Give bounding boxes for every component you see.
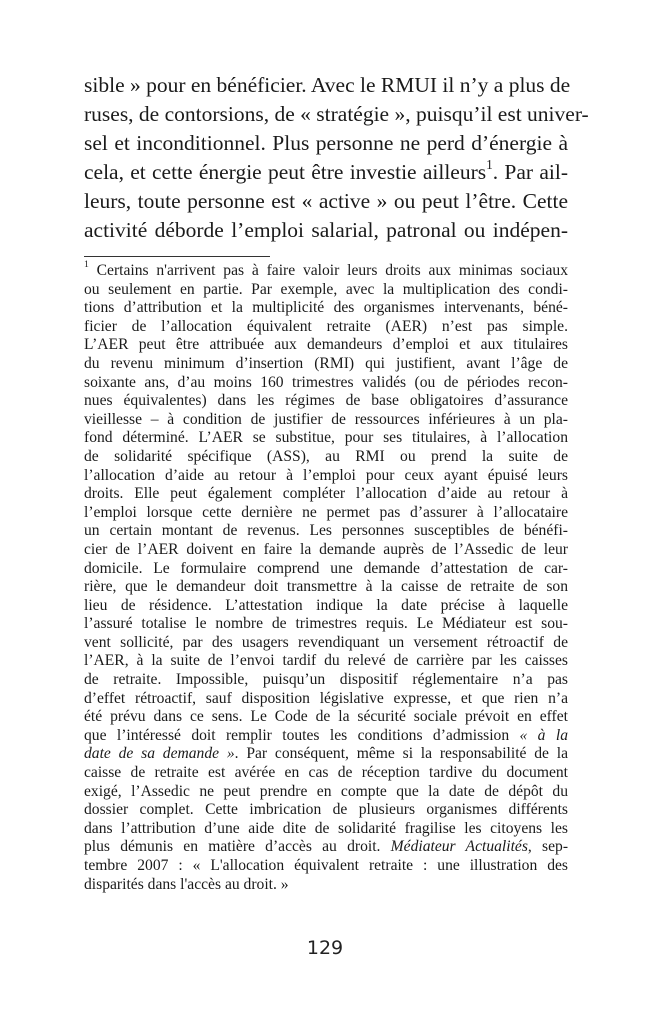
footnote-line: ficier de l’allocation équivalent retraite (AER) n’est pas simple. <box>84 317 568 335</box>
footnote-line: plus démunis en matière d’accès au droit. Médiateur Actualités, sep- <box>84 838 569 856</box>
body-paragraph <box>84 71 589 245</box>
footnote-line: du revenu minimum d’insertion (RMI) qui justifient, avant l’âge de <box>84 354 568 372</box>
body-line: activité déborde l’emploi salarial, patronal ou indépen- <box>84 218 568 242</box>
footnote-reference[interactable]: 1 <box>486 156 493 172</box>
body-line: ruses, de contorsions, de « stratégie », puisqu’il est univer- <box>84 102 589 126</box>
footnote-line: nues équivalentes) dans les régimes de base obligatoires d’assurance <box>84 392 568 410</box>
footnote-line: tions d’attribution et la multiplicité des organismes intervenants, béné- <box>84 299 568 317</box>
footnote-line: un certain montant de revenus. Les personnes susceptibles de bénéfi- <box>84 522 568 540</box>
footnote-line: l’assuré totalise le nombre de trimestres requis. Le Médiateur est sou- <box>84 615 568 633</box>
footnote-line: vent sollicité, par des usagers revendiquant un versement rétroactif de <box>84 633 568 651</box>
footnote-line: d’effet rétroactif, sauf disposition législative expresse, et que rien n’a <box>84 689 568 707</box>
footnote-line: caisse de retraite est avérée en cas de réception tardive du document <box>84 764 568 782</box>
footnote-line: de retraite. Impossible, puisqu’un dispositif réglementaire n’a pas <box>84 671 568 689</box>
footnote-line: rière, que le demandeur doit transmettre à la caisse de retraite de son <box>84 578 568 596</box>
body-line: sible » pour en bénéficier. Avec le RMUI il n’y a plus de <box>84 73 571 97</box>
italic-quote: « à la <box>519 726 568 744</box>
footnote-line: l’emploi lorsque cette dernière ne permet pas d’assurer à l’allocataire <box>84 503 568 521</box>
body-line: leurs, toute personne est « active » ou peut l’être. Cette <box>84 189 568 213</box>
footnote-line: soixante ans, d’au moins 160 trimestres validés (ou de périodes recon- <box>84 373 568 391</box>
footnote-line: fond déterminé. L’AER se substitue, pour ses titulaires, à l’allocation <box>84 429 568 447</box>
body-line: sel et inconditionnel. Plus personne ne perd d’énergie à <box>84 131 568 155</box>
footnote <box>84 259 569 894</box>
footnote-line: tembre 2007 : « L'allocation équivalent retraite : une illustration des <box>84 857 568 874</box>
footnote-line: ou seulement en partie. Par exemple, avec la multiplication des condi- <box>84 280 568 298</box>
footnote-line: droits. Elle peut également compléter l’allocation d’aide au retour à <box>84 485 568 503</box>
footnote-line: été prévu dans ce sens. Le Code de la sécurité sociale prévoit en effet <box>84 708 568 726</box>
footnote-line: disparités dans l'accès au droit. » <box>84 875 289 893</box>
footnote-line: dossier complet. Cette imbrication de plusieurs organismes différents <box>84 801 568 819</box>
footnote-line: lieu de résidence. L’attestation indique la date précise à laquelle <box>84 596 568 614</box>
footnote-line: dans l’attribution d’une aide dite de solidarité fragilise les citoyens les <box>84 819 568 837</box>
footnote-line: vieillesse – à condition de justifier de ressources inférieures à un pla- <box>84 410 568 428</box>
page-number: 129 <box>306 937 344 959</box>
footnote-line: que l’intéressé doit remplir toutes les conditions d’admission « à la <box>84 726 568 744</box>
footnote-separator <box>84 256 270 257</box>
footnote-line: l’AER, à la suite de l’envoi tardif du relevé de carrière par les caisses <box>84 652 568 670</box>
footnote-line: l’allocation d’aide au retour à l’emploi pour ceux ayant épuisé leurs <box>84 466 568 484</box>
footnote-line: $^1$ Certains n'arrivent pas à faire valoir leurs droits aux minimas sociaux <box>84 259 568 279</box>
footnote-line: domicile. Le formulaire comprend une demande d’attestation de car- <box>84 559 568 577</box>
italic-quote: date de sa demande » <box>84 745 235 763</box>
footnote-line: de solidarité spécifique (ASS), au RMI ou prend la suite de <box>84 447 568 465</box>
footnote-line: L’AER peut être attribuée aux demandeurs d’emploi et aux titulaires <box>84 336 568 354</box>
publication-title: Médiateur Actualités <box>390 838 528 856</box>
footnote-line: date de sa demande ». Par conséquent, même si la responsabilité de la <box>84 745 568 763</box>
footnote-marker: 1 <box>84 259 89 271</box>
footnote-line: exigé, l’Assedic ne peut prendre en compte que la date de dépôt du <box>84 782 568 800</box>
footnote-line: cier de l’AER doivent en faire la demande auprès de l’Assedic de leur <box>84 540 568 558</box>
body-line: cela, et cette énergie peut être investie ailleurs$^1$. Par ail- <box>84 156 568 184</box>
